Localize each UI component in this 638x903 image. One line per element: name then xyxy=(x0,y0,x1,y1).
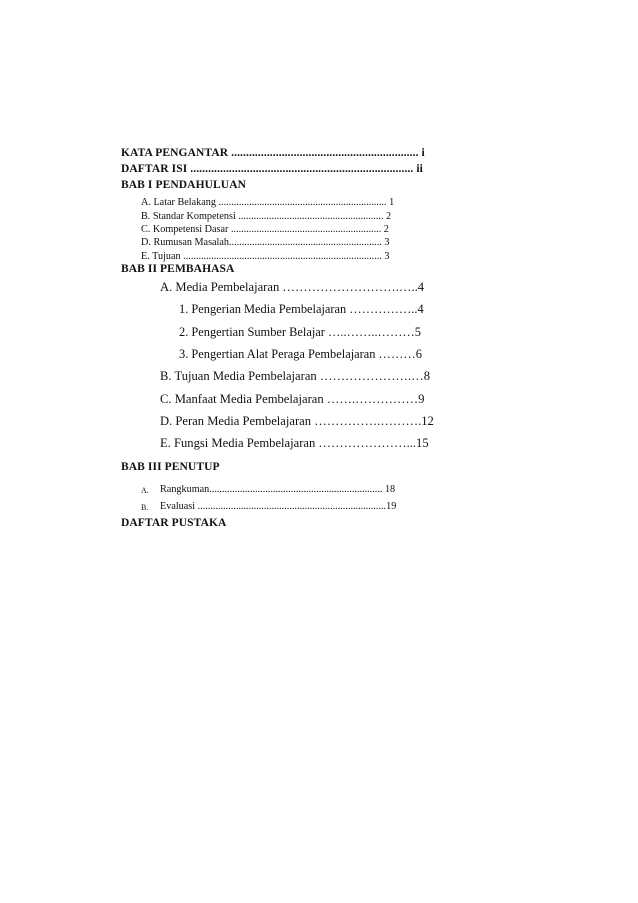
toc-bab2-title: BAB II PEMBAHASA xyxy=(121,263,235,275)
toc-bab3-item-letter: B. xyxy=(141,503,149,512)
toc-bab2-item: E. Fungsi Media Pembelajaran …………………...15 xyxy=(160,436,429,450)
toc-bab3-title: BAB III PENUTUP xyxy=(121,461,220,473)
toc-bab1-item: E. Tujuan .............................................................................. 3 xyxy=(141,251,390,262)
toc-bab2-subitem: 3. Pengertian Alat Peraga Pembelajaran ………6 xyxy=(179,347,422,361)
toc-bab2-subitem: 1. Pengerian Media Pembelajaran ……………..4 xyxy=(179,302,424,316)
toc-bab2-item: C. Manfaat Media Pembelajaran …….……………9 xyxy=(160,392,425,406)
toc-bab2-item: B. Tujuan Media Pembelajaran ………………….…8 xyxy=(160,369,431,383)
toc-bab2-item: D. Peran Media Pembelajaran …………….……….12 xyxy=(160,414,434,428)
toc-bab1-item: C. Kompetensi Dasar ........................................................... 2 xyxy=(141,224,389,235)
toc-bab3-item: Rangkuman.................................................................... 18 xyxy=(160,484,396,495)
toc-daftar-isi: DAFTAR ISI ........................................................................... ii xyxy=(121,163,423,175)
toc-bab1-item: B. Standar Kompetensi ......................................................... 2 xyxy=(141,211,392,222)
toc-daftar-pustaka: DAFTAR PUSTAKA xyxy=(121,517,227,529)
toc-bab1-item: A. Latar Belakang .................................................................. 1 xyxy=(141,197,395,208)
toc-bab2-item-a: A. Media Pembelajaran ……………………….…..4 xyxy=(160,280,425,294)
toc-kata-pengantar: KATA PENGANTAR ............................................................... i xyxy=(121,147,425,159)
toc-bab3-item: Evaluasi ..........................................................................19 xyxy=(160,501,397,512)
toc-bab2-subitem: 2. Pengertian Sumber Belajar …..……..………5 xyxy=(179,325,421,339)
toc-bab1-item: D. Rumusan Masalah............................................................ 3 xyxy=(141,237,390,248)
toc-bab1-title: BAB I PENDAHULUAN xyxy=(121,179,247,191)
toc-bab3-item-letter: A. xyxy=(141,486,149,495)
